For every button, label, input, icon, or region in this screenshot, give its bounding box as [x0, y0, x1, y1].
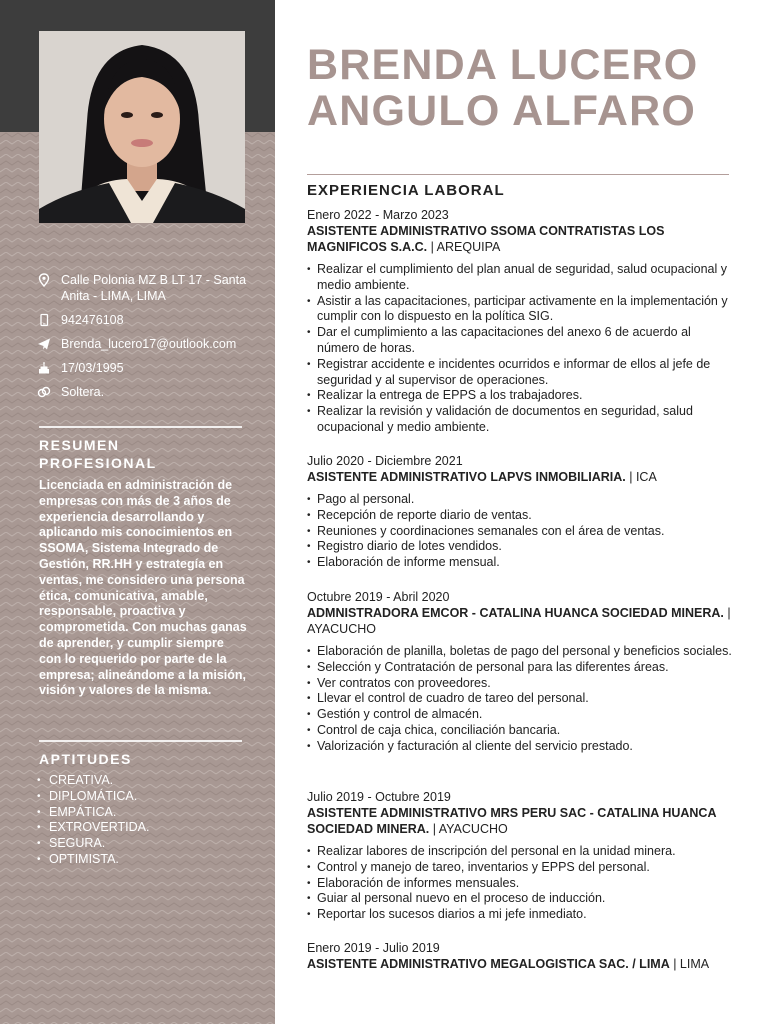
job-duty: • Pago al personal.	[307, 492, 732, 508]
contact-list	[37, 272, 257, 408]
job-duty: • Realizar labores de inscripción del personal en la unidad minera.	[307, 844, 732, 860]
job-duty: • Valorización y facturación al cliente del servicio prestado.	[307, 739, 732, 755]
job-duty: • Registrar accidente e incidentes ocurridos e informar de ellos al jefe de seguridad y al supervisor de operaciones.	[307, 357, 732, 389]
aptitude-item: • SEGURA.	[37, 836, 149, 852]
job-duty: • Elaboración de informe mensual.	[307, 555, 732, 571]
contact-address	[37, 272, 257, 304]
paper-plane-icon	[37, 337, 51, 351]
job-entry	[307, 589, 732, 755]
job-entry	[307, 940, 732, 972]
job-duty: • Control de caja chica, conciliación bancaria.	[307, 723, 732, 739]
job-entry	[307, 453, 732, 571]
job-duties	[307, 644, 732, 755]
job-title	[307, 805, 732, 837]
job-duty: • Selección y Contratación de personal para las diferentes áreas.	[307, 660, 732, 676]
aptitude-item: • CREATIVA.	[37, 773, 149, 789]
job-date: Enero 2019 - Julio 2019	[307, 941, 440, 955]
full-name	[307, 42, 698, 134]
job-duties	[307, 492, 732, 571]
job-location: | AYACUCHO	[429, 822, 508, 836]
job-title-company: ASISTENTE ADMINISTRATIVO LAPVS INMOBILIARIA.	[307, 470, 626, 484]
job-title	[307, 223, 732, 255]
contact-address-text: Calle Polonia MZ B LT 17 - Santa Anita - LIMA, LIMA	[61, 273, 247, 303]
location-pin-icon	[37, 273, 51, 287]
job-duty: • Registro diario de lotes vendidos.	[307, 539, 732, 555]
experience-heading: EXPERIENCIA LABORAL	[307, 182, 505, 199]
header-rule	[307, 174, 729, 175]
job-duty: • Control y manejo de tareo, inventarios y EPPS del personal.	[307, 860, 732, 876]
sidebar-divider	[39, 740, 242, 742]
summary-text: Licenciada en administración de empresas con más de 3 años de experiencia desarrollando y aplicando mis conocimientos en SSOMA, Sistema Integrado de Gestión, RR.HH y estrategía en ventas, me considero una persona ética, comunicativa, amable, responsable, proactiva y comprometida. Con muchas ganas de aprender, y cumplir siempre con lo requerido por parte de la empresa; alineándome a la misión, visión y valores de la misma.	[39, 478, 247, 698]
job-duty: • Ver contratos con proveedores.	[307, 676, 732, 692]
contact-marital-status	[37, 384, 257, 400]
contact-phone	[37, 312, 257, 328]
job-duty: • Reuniones y coordinaciones semanales con el área de ventas.	[307, 524, 732, 540]
job-location: | AREQUIPA	[427, 240, 501, 254]
contact-birthdate	[37, 360, 257, 376]
rings-icon	[37, 385, 51, 399]
contact-phone-text: 942476108	[61, 313, 124, 327]
contact-email-text: Brenda_lucero17@outlook.com	[61, 337, 237, 351]
job-location: | LIMA	[669, 957, 710, 971]
job-title	[307, 469, 732, 485]
job-title	[307, 956, 732, 972]
job-title-company: ASISTENTE ADMINISTRATIVO SSOMA CONTRATISTAS LOS MAGNIFICOS S.A.C.	[307, 224, 665, 254]
phone-icon	[37, 313, 51, 327]
job-duty: • Realizar la entrega de EPPS a los trabajadores.	[307, 388, 732, 404]
job-location: | AYACUCHO	[307, 606, 731, 636]
aptitude-item: • EXTROVERTIDA.	[37, 820, 149, 836]
job-date: Julio 2019 - Octubre 2019	[307, 790, 451, 804]
job-title-company: ADMNISTRADORA EMCOR - CATALINA HUANCA SOCIEDAD MINERA.	[307, 606, 724, 620]
job-duty: • Gestión y control de almacén.	[307, 707, 732, 723]
job-duty: • Guiar al personal nuevo en el proceso de inducción.	[307, 891, 732, 907]
job-duty: • Realizar la revisión y validación de documentos en seguridad, salud ocupacional y medio ambiente.	[307, 404, 732, 436]
sidebar-divider	[39, 426, 242, 428]
job-date: Julio 2020 - Diciembre 2021	[307, 454, 463, 468]
contact-birthdate-text: 17/03/1995	[61, 361, 124, 375]
name-line-2: ANGULO ALFARO	[307, 87, 697, 135]
job-duty: • Elaboración de informes mensuales.	[307, 876, 732, 892]
job-title-company: ASISTENTE ADMINISTRATIVO MRS PERU SAC - CATALINA HUANCA SOCIEDAD MINERA.	[307, 806, 717, 836]
aptitudes-heading: APTITUDES	[39, 751, 132, 767]
contact-marital-status-text: Soltera.	[61, 385, 105, 399]
summary-heading: RESUMEN PROFESIONAL	[39, 437, 157, 471]
job-duty: • Elaboración de planilla, boletas de pago del personal y beneficios sociales.	[307, 644, 732, 660]
job-location: | ICA	[625, 470, 657, 484]
job-duties	[307, 844, 732, 923]
aptitude-item: • DIPLOMÁTICA.	[37, 789, 149, 805]
job-duties	[307, 262, 732, 436]
job-duty: • Recepción de reporte diario de ventas.	[307, 508, 732, 524]
name-line-1: BRENDA LUCERO	[307, 41, 699, 89]
job-title-company: ASISTENTE ADMINISTRATIVO MEGALOGISTICA SAC. / LIMA	[307, 957, 670, 971]
job-duty: • Realizar el cumplimiento del plan anual de seguridad, salud ocupacional y medio ambiente.	[307, 262, 732, 294]
job-date: Octubre 2019 - Abril 2020	[307, 590, 450, 604]
job-duty: • Asistir a las capacitaciones, participar activamente en la implementación y cumplir con lo dispuesto en la política SIG.	[307, 294, 732, 326]
job-duty: • Dar el cumplimiento a las capacitaciones del anexo 6 de acuerdo al número de horas.	[307, 325, 732, 357]
aptitude-item: • EMPÁTICA.	[37, 805, 149, 821]
job-title	[307, 605, 732, 637]
profile-photo	[39, 31, 245, 223]
aptitudes-list	[37, 773, 149, 868]
job-duty: • Llevar el control de cuadro de tareo del personal.	[307, 691, 732, 707]
job-entry	[307, 207, 732, 436]
job-duty: • Reportar los sucesos diarios a mi jefe inmediato.	[307, 907, 732, 923]
job-entry	[307, 789, 732, 923]
contact-email	[37, 336, 257, 352]
aptitude-item: • OPTIMISTA.	[37, 852, 149, 868]
cake-icon	[37, 361, 51, 375]
job-date: Enero 2022 - Marzo 2023	[307, 208, 449, 222]
